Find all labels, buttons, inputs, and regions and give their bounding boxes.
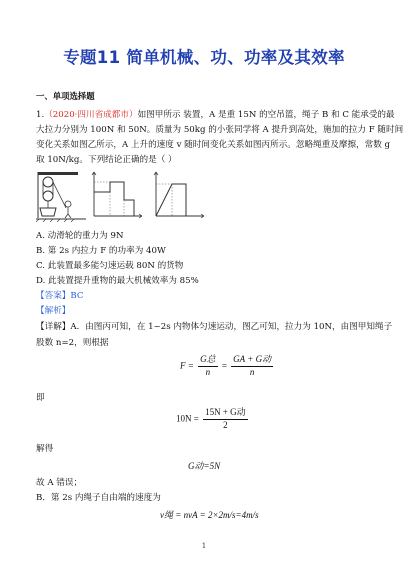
answer-line: 【答案】BC <box>36 291 84 301</box>
detail-line-1: 【详解】A．由图丙可知，在 1~2s 内物体匀速运动，图乙可知，拉力为 10N，由图甲知绳子 <box>36 322 393 332</box>
formula1-lhs: F = <box>180 360 194 371</box>
formula1-fraction-2: $\frac{\text{GA + G动}}{n}$ <box>233 354 272 377</box>
option-c: C. 此装置最多能匀速运载 80N 的货物 <box>36 261 184 271</box>
formula-result: G动=5N <box>188 461 221 471</box>
option-d: D. 此装置提升重物的最大机械效率为 85% <box>36 276 199 286</box>
figure-force-time-graph <box>88 170 144 222</box>
formula-force-balance: F = $\frac{\text{G总}}{n}$ = $\frac{\text{GA + G动}}{n}$ <box>180 354 272 377</box>
formula-velocity: v绳 = nvA = 2×2m/s=4m/s <box>160 510 259 520</box>
conclusion-a: 故 A 错误； <box>36 478 83 488</box>
question-number: 1. <box>36 110 45 120</box>
question-source: （2020·四川省成都市） <box>44 110 138 120</box>
formula-substitution: 10N = $\frac{\text{15N + G动}}{2}$ <box>176 407 246 430</box>
ji-label: 即 <box>36 393 45 403</box>
question-line-3: 变化关系如图乙所示，A 上升的速度 v 随时间变化关系如图丙所示。忽略绳重及摩擦，常数 g <box>36 140 391 150</box>
page-number: 1 <box>201 542 207 550</box>
question-line-2: 大拉力分别为 100N 和 50N。质量为 50kg 的小张同学将 A 提升到高处，施加的拉力 F 随时间 <box>36 125 404 135</box>
question-line-1 <box>36 110 395 121</box>
jiede-label: 解得 <box>36 444 54 454</box>
option-b: B. 第 2s 内拉力 F 的功率为 40W <box>36 246 166 256</box>
question-line-4: 取 10N/kg。下列结论正确的是（ ） <box>36 155 177 165</box>
figure-velocity-time-graph <box>150 170 206 222</box>
page-title: 专题11 简单机械、功、功率及其效率 <box>63 48 345 67</box>
option-a: A. 动滑轮的重力为 9N <box>36 231 124 241</box>
section-heading: 一、单项选择题 <box>36 91 95 101</box>
formula1-fraction-1: $\frac{\text{G总}}{n}$ <box>200 354 216 377</box>
option-b-analysis: B．第 2s 内绳子自由端的速度为 <box>36 493 161 503</box>
detail-line-2: 股数 n=2，则根据 <box>36 338 109 348</box>
question-text-1: 如图甲所示 装置，A 是重 15N 的空吊篮，绳子 B 和 C 能承受的最 <box>137 110 395 120</box>
figure-pulley-apparatus <box>36 170 90 222</box>
formula2-fraction: $\frac{\text{15N + G动}}{2}$ <box>205 407 246 430</box>
analysis-label: 【解析】 <box>36 306 71 316</box>
